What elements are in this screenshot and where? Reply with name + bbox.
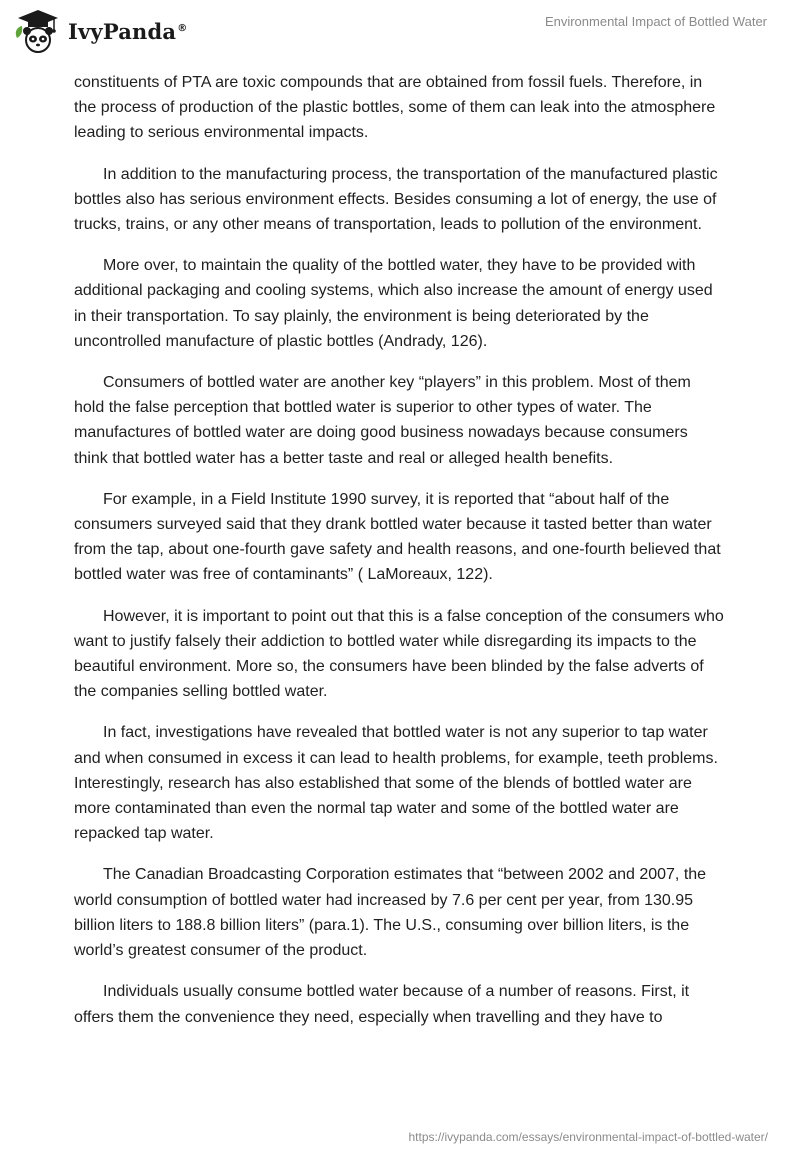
paragraph: More over, to maintain the quality of the bottled water, they have to be provided with additional packaging and cooling systems, which also increase the amount of energy used in their transportation. To say plainly, the environment is being deteriorated by the uncontrolled manufacture of plastic bottles (Andrady, 126).: [74, 257, 713, 350]
ivypanda-logo[interactable]: [14, 8, 187, 54]
paragraph: Individuals usually consume bottled water because of a number of reasons. First, it offers them the convenience they need, especially when travelling and they have to: [74, 983, 690, 1026]
essay-body: [74, 70, 724, 1046]
source-url[interactable]: https://ivypanda.com/essays/environmental-impact-of-bottled-water/: [408, 1130, 768, 1144]
paragraph: Consumers of bottled water are another key “players” in this problem. Most of them hold the false perception that bottled water is superior to other types of water. The manufactures of bottled water are doing good business nowadays because consumers think that bottled water has a better taste and real or alleged health benefits.: [74, 374, 691, 467]
paragraph: In fact, investigations have revealed that bottled water is not any superior to tap water and when consumed in excess it can lead to health problems, for example, teeth problems. Interestingly, research has also established that some of the blends of bottled water are more contaminated than even the normal tap water and some of the bottled water are repacked tap water.: [74, 724, 718, 843]
paragraph: In addition to the manufacturing process, the transportation of the manufactured plastic bottles also has serious environment effects. Besides consuming a lot of energy, the use of trucks, trains, or any other means of transportation, leads to pollution of the environment.: [74, 165, 718, 234]
paragraph: The Canadian Broadcasting Corporation estimates that “between 2002 and 2007, the world consumption of bottled water had increased by 7.6 per cent per year, from 130.95 billion liters to 188.8 billion liters” (para.1). The U.S., consuming over billion liters, is the world’s greatest consumer of the product.: [74, 866, 707, 960]
panda-graduate-icon: [14, 8, 62, 54]
paragraph: constituents of PTA are toxic compounds that are obtained from fossil fuels. Therefore, in the process of production of the plastic bottles, some of them can leak into the atmosphere leading to serious environmental impacts.: [74, 74, 716, 142]
paragraph: However, it is important to point out that this is a false conception of the consumers who want to justify falsely their addiction to bottled water while disregarding its impacts to the beautiful environment. More so, the consumers have been blinded by the false adverts of the companies selling bottled water.: [74, 607, 724, 701]
paragraph: For example, in a Field Institute 1990 survey, it is reported that “about half of the consumers surveyed said that they drank bottled water because it tasted better than water from the tap, about one-fourth gave safety and health reasons, and one-fourth believed that bottled water was free of contaminants” ( LaMoreaux, 122).: [74, 490, 721, 584]
page-header: [0, 0, 800, 60]
brand-name: IvyPanda®: [68, 18, 188, 44]
document-title: Environmental Impact of Bottled Water: [544, 14, 767, 29]
